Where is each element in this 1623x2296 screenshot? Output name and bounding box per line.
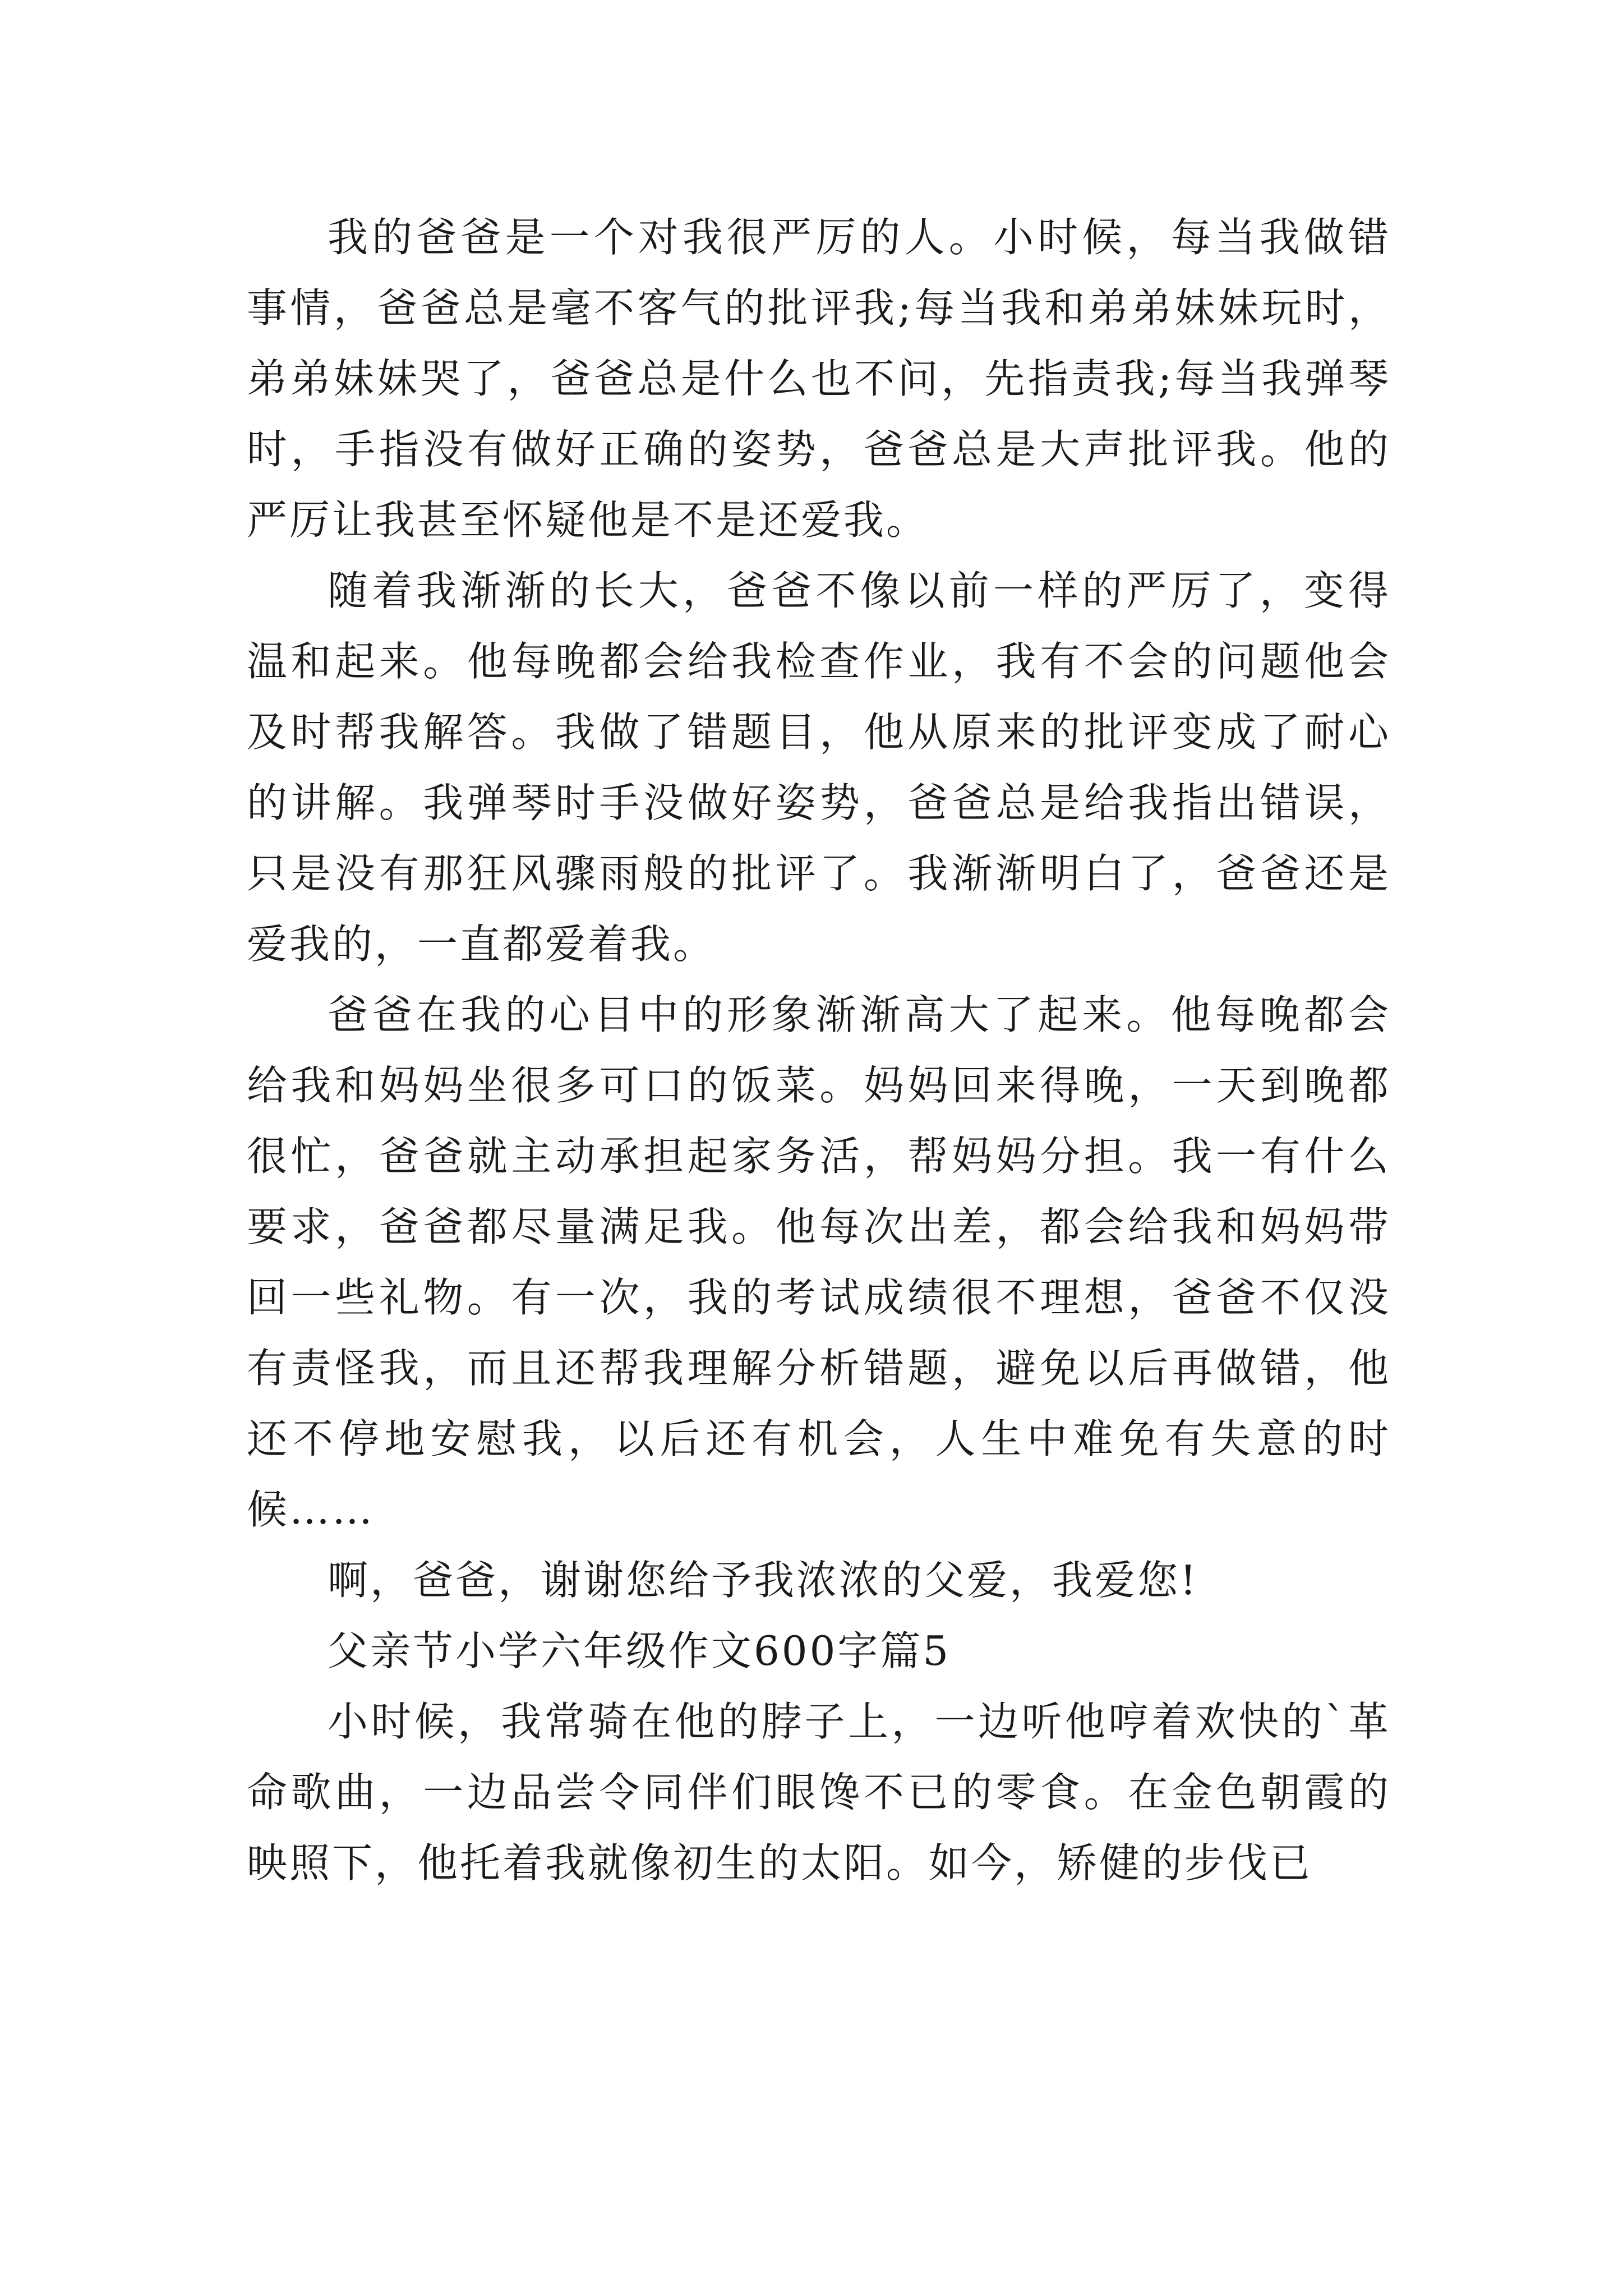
paragraph-2: 随着我渐渐的长大，爸爸不像以前一样的严厉了，变得温和起来。他每晚都会给我检查作业，我有不会的问题他会及时帮我解答。我做了错题目，他从原来的批评变成了耐心的讲解。我弹琴时手没做好姿势，爸爸总是给我指出错误，只是没有那狂风骤雨般的批评了。我渐渐明白了，爸爸还是爱我的，一直都爱着我。 bbox=[247, 567, 1391, 968]
paragraph-3: 爸爸在我的心目中的形象渐渐高大了起来。他每晚都会给我和妈妈坐很多可口的饭菜。妈妈回来得晚，一天到晚都很忙，爸爸就主动承担起家务活，帮妈妈分担。我一有什么要求，爸爸都尽量满足我。他每次出差，都会给我和妈妈带回一些礼物。有一次，我的考试成绩很不理想，爸爸不仅没有责怪我，而且还帮我理解分析错题，避免以后再做错，他还不停地安慰我，以后还有机会，人生中难免有失意的时候…… bbox=[247, 991, 1391, 1533]
paragraph-4: 啊，爸爸，谢谢您给予我浓浓的父爱，我爱您! bbox=[328, 1557, 1198, 1604]
section-heading: 父亲节小学六年级作文600字篇5 bbox=[328, 1627, 951, 1674]
paragraph-5: 小时候，我常骑在他的脖子上，一边听他哼着欢快的`革命歌曲，一边品尝令同伴们眼馋不已的零食。在金色朝霞的映照下，他托着我就像初生的太阳。如今，矫健的步伐已 bbox=[247, 1698, 1391, 1887]
document-body bbox=[247, 202, 1391, 1898]
paragraph-1: 我的爸爸是一个对我很严厉的人。小时候，每当我做错事情，爸爸总是毫不客气的批评我;每当我和弟弟妹妹玩时，弟弟妹妹哭了，爸爸总是什么也不问，先指责我;每当我弹琴时，手指没有做好正确的姿势，爸爸总是大声批评我。他的严厉让我甚至怀疑他是不是还爱我。 bbox=[247, 214, 1391, 544]
